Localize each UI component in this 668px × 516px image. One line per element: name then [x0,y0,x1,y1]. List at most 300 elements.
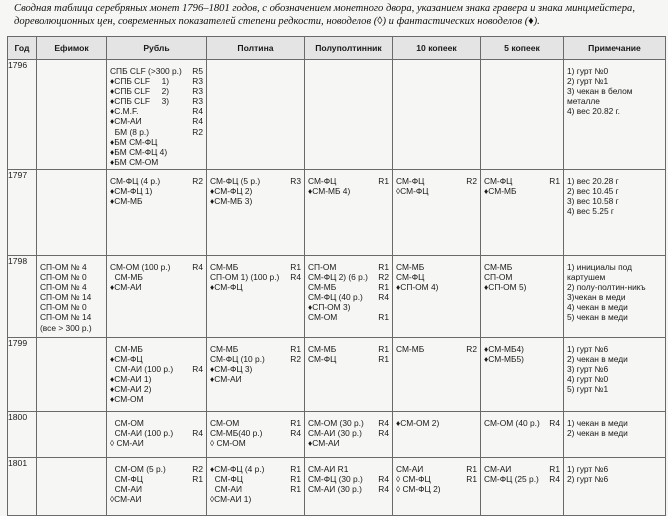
coin-variant: СПБ CLF (>300 р.) [110,66,182,76]
kop5-cell [481,256,564,338]
polupoltinnik-cell [305,458,393,516]
coin-variant: ♦БМ СМ-ФЦ 4) [110,146,168,157]
coin-variant: ♦СМ-АИ [110,282,142,293]
note-line: 1) инициалы под картушем [567,262,633,283]
coin-variant: ♦СМ-МБ4) [484,344,524,354]
coin-variant: ♦СП-ОМ 4) [396,282,439,293]
coin-entry [308,186,390,196]
note-line: 1) гурт №6 [567,344,609,354]
coin-variant: ♦СМ-ФЦ [210,282,243,293]
notes-cell [564,412,666,458]
year-cell: 1801 [8,458,37,516]
coin-entry: СП-ОМ № 0 [40,272,87,283]
year-cell: 1798 [8,256,37,338]
rarity-grade: R1 [290,484,301,495]
coin-variant: ◊ СМ-ФЦ [396,474,431,485]
rarity-grade [203,137,204,147]
coin-entry [210,364,302,374]
coin-variant: СМ-МБ [396,344,425,354]
coin-variant: ♦СМ-МБ5) [484,354,524,365]
coin-entry [210,282,302,292]
coin-variant: ♦СМ-ФЦ 2) [210,186,253,197]
coin-variant: СМ-ФЦ (25 р.) [484,474,539,485]
coin-variant: ♦СМ-МБ [484,186,517,197]
coin-entry [110,428,204,438]
header-efimok: Ефимок [37,37,107,60]
coin-variant: СМ-ОМ [210,418,240,428]
coin-variant: СМ-ФЦ [484,176,513,186]
rarity-grade: R1 [290,418,301,428]
notes-cell [564,170,666,256]
rarity-grade: R1 [378,354,389,365]
coin-variant: СМ-АИ [110,484,142,495]
coin-variant: ♦СМ-АИ 1) [110,374,152,385]
rarity-grade [477,418,478,428]
coin-variant: СМ-АИ (30 р.) [308,484,362,495]
table-caption: Сводная таблица серебряных монет 1796–1801 годов, с обозначением монетного двора, указанием знака гравера и знака минцмейстера, дореволюционных цен, современных показателей степени редкости, новоделов (◊) и фантастических новоделов (♦). [14,3,636,27]
coin-variant: СМ-ОМ (30 р.) [308,418,364,428]
rarity-grade: R1 [466,474,477,485]
coin-table [7,36,666,516]
table-row [8,412,666,458]
rarity-grade [389,464,390,474]
rarity-grade [301,494,302,504]
rarity-grade [560,344,561,354]
coin-variant: СМ-МБ [308,282,337,293]
coin-entry [210,438,302,448]
coin-variant: ◊СМ-ФЦ [396,186,429,197]
rarity-grade: R2 [466,176,477,186]
coin-entry [396,418,478,428]
kop10-cell [393,170,481,256]
rarity-grade: R2 [290,354,301,365]
polupoltinnik-cell [305,170,393,256]
coin-variant: ♦СМ-ФЦ (4 р.) [210,464,265,474]
note-line: 1) гурт №6 [567,464,609,474]
coin-entry [210,272,302,282]
table-row [8,60,666,170]
table-row [8,170,666,256]
coin-entry [210,354,302,364]
rarity-grade: R5 [192,66,203,76]
coin-variant: ♦СМ-АИ 2) [110,384,152,395]
coin-entry [110,344,204,354]
rarity-grade [203,282,204,292]
coin-entry [110,186,204,196]
coin-variant: СМ-АИ [396,464,424,474]
coin-variant: СМ-ОМ [308,312,338,323]
coin-entry [110,106,204,116]
coin-entry [110,394,204,404]
poltina-cell [207,412,305,458]
rarity-grade: R1 [378,282,389,293]
coin-entry [110,86,204,96]
efimok-cell [37,458,107,516]
rarity-grade [301,282,302,292]
header-rubl: Рубль [107,37,207,60]
coin-variant: ♦СМ-АИ [210,374,242,385]
year-cell: 1796 [8,60,37,170]
coin-entry [308,354,390,364]
note-line: 2) чекан в меди [567,354,628,365]
coin-variant: СМ-ФЦ (10 р.) [210,354,265,365]
coin-entry [396,186,478,196]
rarity-grade: R4 [192,364,203,375]
coin-entry [110,76,204,86]
note-line: 3) гурт №6 [567,364,609,375]
coin-entry: СП-ОМ № 14 [40,312,92,323]
coin-variant: ♦СМ-МБ [110,196,143,207]
poltina-cell [207,256,305,338]
coin-variant: СМ-ОМ (40 р.) [484,418,540,428]
rarity-grade: R3 [192,76,203,87]
rarity-grade [203,484,204,494]
coin-entry [110,137,204,147]
coin-entry [210,474,302,484]
coin-entry [110,147,204,157]
rarity-grade: R1 [378,176,389,186]
header-5-kopeek: 5 копеек [481,37,564,60]
rarity-grade: R4 [192,262,203,272]
note-line: 3) чекан в белом металле [567,86,633,107]
rarity-grade [477,484,478,494]
coin-entry [308,312,390,322]
coin-variant: ♦СМ-МБ 4) [308,186,351,197]
kop5-cell [481,412,564,458]
coin-entry [110,282,204,292]
coin-variant: СМ-ФЦ [308,176,337,186]
rarity-grade [560,186,561,196]
coin-entry [308,272,390,282]
coin-variant: СМ-ФЦ (30 р.) [308,474,363,485]
coin-variant: СМ-АИ [484,464,512,474]
coin-entry [110,127,204,137]
coin-entry [110,484,204,494]
coin-entry [210,262,302,272]
rarity-grade: R1 [549,464,560,474]
coin-variant: БМ (8 р.) [110,126,150,137]
coin-entry: СП-ОМ № 4 [40,282,87,293]
efimok-cell [37,338,107,412]
year-cell: 1797 [8,170,37,256]
coin-entry [484,344,561,354]
coin-variant: ◊ СМ-ОМ [210,438,246,449]
header-year: Год [8,37,37,60]
rarity-grade: R3 [192,86,203,97]
rubl-cell [107,256,207,338]
coin-variant: СМ-АИ R1 [308,464,349,474]
rarity-grade: R4 [549,474,560,485]
coin-entry [210,186,302,196]
coin-variant: СМ-МБ [210,344,239,354]
rarity-grade [560,354,561,364]
coin-entry [484,186,561,196]
rarity-grade: R4 [549,418,560,428]
coin-entry [396,272,478,282]
coin-variant: СМ-АИ (100 р.) [110,428,174,439]
rarity-grade: R2 [192,126,203,137]
coin-entry [110,494,204,504]
year-cell: 1800 [8,412,37,458]
coin-entry [110,116,204,126]
coin-variant: ♦СМ-ОМ 2) [396,418,440,428]
note-line: 3) вес 10.58 г [567,196,619,207]
coin-entry [110,364,204,374]
rarity-grade: R4 [192,116,203,127]
coin-entry [210,484,302,494]
efimok-cell [37,256,107,338]
rarity-grade: R4 [290,428,301,439]
kop10-cell [393,412,481,458]
coin-variant: СМ-ФЦ 2) (6 р.) [308,272,368,283]
rarity-grade [301,438,302,448]
note-line: 1) чекан в меди [567,418,628,428]
coin-entry [308,438,390,448]
polupoltinnik-cell [305,60,393,170]
rarity-grade [560,272,561,282]
coin-variant: ◊ СМ-АИ [110,438,144,449]
rarity-grade: R4 [192,428,203,439]
kop10-cell [393,256,481,338]
rarity-grade [203,494,204,504]
coin-entry: СП-ОМ № 0 [40,302,87,313]
coin-entry [210,344,302,354]
rarity-grade [203,344,204,354]
coin-entry [308,262,390,272]
rarity-grade [477,186,478,196]
rarity-grade: R1 [290,262,301,272]
coin-variant: СМ-МБ [308,344,337,354]
coin-variant: СМ-ФЦ (40 р.) [308,292,363,303]
coin-entry [308,474,390,484]
coin-entry [110,438,204,448]
rarity-grade [389,302,390,312]
header-notes: Примечание [564,37,666,60]
rarity-grade [560,262,561,272]
rarity-grade [301,364,302,374]
rarity-grade [203,147,204,157]
coin-variant: СМ-МБ [110,272,143,283]
efimok-cell [37,412,107,458]
coin-entry [484,272,561,282]
coin-variant: СМ-ФЦ [308,354,337,365]
coin-variant: СМ-АИ (30 р.) [308,428,362,439]
rarity-grade [203,374,204,384]
coin-entry [396,282,478,292]
rubl-cell [107,458,207,516]
rarity-grade: R3 [290,176,301,186]
coin-entry [396,474,478,484]
rarity-grade [203,438,204,448]
coin-variant: СМ-ФЦ [110,474,143,485]
note-line: 2) вес 10.45 г [567,186,619,197]
rarity-grade: R1 [290,344,301,354]
rarity-grade [389,438,390,448]
polupoltinnik-cell [305,256,393,338]
rarity-grade: R4 [192,106,203,117]
note-line: 5) чекан в меди [567,312,628,323]
coin-entry [210,196,302,206]
rarity-grade [477,282,478,292]
poltina-cell [207,338,305,412]
coin-variant: ◊СМ-АИ 1) [210,494,252,505]
coin-entry [110,374,204,384]
kop5-cell [481,170,564,256]
coin-entry [308,282,390,292]
kop5-cell [481,60,564,170]
notes-cell [564,60,666,170]
coin-entry [484,262,561,272]
polupoltinnik-cell [305,412,393,458]
rarity-grade [560,282,561,292]
coin-entry [484,354,561,364]
coin-entry [110,272,204,282]
coin-variant: СМ-ОМ (100 р.) [110,262,171,272]
coin-entry [484,418,561,428]
rarity-grade: R3 [192,96,203,107]
coin-entry [210,374,302,384]
coin-entry [110,354,204,364]
note-line: 2) полу-полтин-никъ [567,282,646,293]
coin-variant: СМ-МБ [210,262,239,272]
rubl-cell [107,412,207,458]
poltina-cell [207,170,305,256]
coin-variant: ♦СМ-ФЦ 1) [110,186,153,197]
coin-entry [110,176,204,186]
rarity-grade [203,394,204,404]
note-line: 5) гурт №1 [567,384,609,395]
coin-variant: ♦СП-ОМ 3) [308,302,351,313]
rarity-grade: R4 [378,484,389,495]
note-line: 4) чекан в меди [567,302,628,313]
coin-variant: СМ-ФЦ (5 р.) [210,176,261,186]
coin-entry [110,474,204,484]
kop10-cell [393,458,481,516]
coin-variant: СМ-ФЦ [396,176,425,186]
coin-entry [308,292,390,302]
coin-entry [396,464,478,474]
note-line: 1) вес 20.28 г [567,176,619,186]
note-line: 1) гурт №0 [567,66,609,76]
rarity-grade [301,374,302,384]
coin-entry [210,464,302,474]
year-cell: 1799 [8,338,37,412]
rarity-grade: R4 [378,428,389,439]
note-line: 2) гурт №6 [567,474,609,485]
notes-cell [564,458,666,516]
coin-entry [210,494,302,504]
coin-entry [210,418,302,428]
poltina-cell [207,458,305,516]
coin-entry: СП-ОМ № 14 [40,292,92,303]
rarity-grade: R1 [378,312,389,323]
efimok-cell [37,170,107,256]
poltina-cell [207,60,305,170]
header-row [8,37,666,60]
kop5-cell [481,458,564,516]
coin-entry [308,428,390,438]
coin-variant: СМ-ОМ [110,418,144,428]
coin-entry [396,176,478,186]
coin-variant: ♦СМ-ОМ [110,394,144,405]
rubl-cell [107,170,207,256]
coin-variant: СМ-МБ [110,344,143,354]
rarity-grade: R1 [378,262,389,272]
coin-variant: ♦С.M.F. [110,106,139,117]
rubl-cell [107,60,207,170]
coin-variant: СМ-ФЦ [210,474,243,485]
rarity-grade: R2 [378,272,389,283]
coin-entry [396,262,478,272]
coin-entry: (все > 300 р.) [40,322,92,333]
rarity-grade: R4 [378,292,389,303]
coin-variant: ♦СМ-МБ 3) [210,196,253,207]
coin-entry [396,344,478,354]
rarity-grade [203,384,204,394]
rarity-grade [203,418,204,428]
coin-entry [308,418,390,428]
coin-entry [484,464,561,474]
coin-entry [110,464,204,474]
coin-entry [396,484,478,494]
kop5-cell [481,338,564,412]
header-polupoltinnik: Полуполтинник [305,37,393,60]
rarity-grade [389,186,390,196]
coin-variant: СМ-ФЦ (4 р.) [110,176,161,186]
rarity-grade [301,186,302,196]
note-line: 3)чекан в меди [567,292,626,303]
rubl-cell [107,338,207,412]
note-line: 4) гурт №0 [567,374,609,385]
rarity-grade [203,354,204,364]
coin-entry [110,262,204,272]
rarity-grade: R1 [466,464,477,474]
rarity-grade [203,196,204,206]
rarity-grade: R4 [290,272,301,283]
coin-variant: ◊СМ-АИ [110,494,142,505]
table-row [8,256,666,338]
coin-entry [308,464,390,474]
note-line: 2) чекан в меди [567,428,628,439]
coin-entry [110,157,204,167]
coin-entry [484,282,561,292]
note-line: 4) вес 20.82 г. [567,106,620,117]
coin-variant: СП-ОМ 1) (100 р.) [210,272,280,283]
coin-entry [308,484,390,494]
efimok-cell [37,60,107,170]
coin-entry: СП-ОМ № 4 [40,262,87,272]
coin-entry [210,176,302,186]
coin-variant: СМ-ФЦ [396,272,425,283]
coin-entry [110,96,204,106]
kop10-cell [393,60,481,170]
table-row [8,458,666,516]
coin-variant: СП-ОМ [484,272,513,283]
notes-cell [564,256,666,338]
coin-variant: СП-ОМ [308,262,337,272]
coin-variant: СМ-АИ (100 р.) [110,364,174,375]
coin-entry [110,196,204,206]
note-line: 4) вес 5.25 г [567,206,614,217]
header-poltina: Полтина [207,37,305,60]
notes-cell [564,338,666,412]
rarity-grade: R1 [290,474,301,485]
header-10-kopeek: 10 копеек [393,37,481,60]
coin-variant: СМ-МБ(40 р.) [210,428,263,439]
coin-entry [308,344,390,354]
rarity-grade: R1 [192,474,203,485]
coin-variant: ♦СМ-ФЦ [110,354,143,365]
